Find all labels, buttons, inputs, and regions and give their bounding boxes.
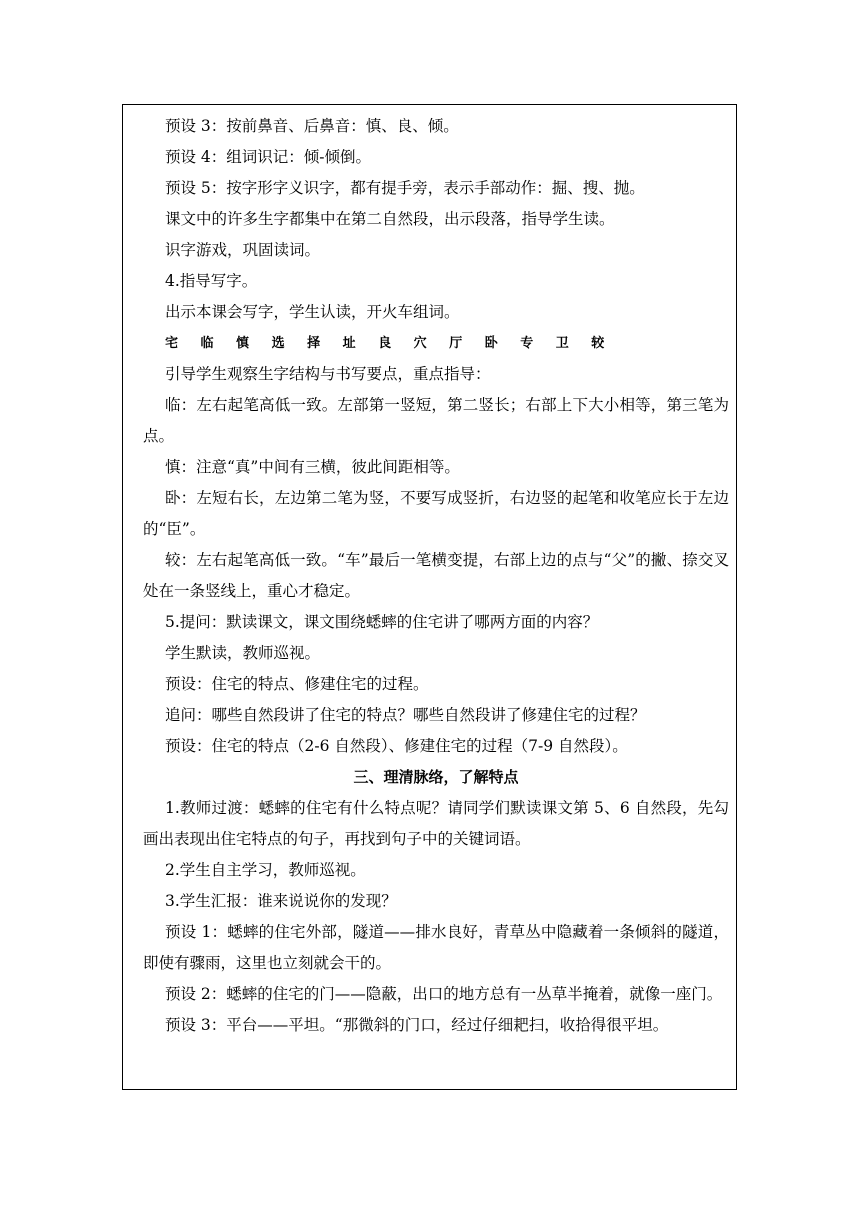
text-line: 预设 3：平台——平坦。“那微斜的门口，经过仔细耙扫，收拾得很平坦。	[165, 1016, 669, 1034]
writing-characters-list: 宅 临 慎 选 择 址 良 穴 厅 卧 专 卫 较	[165, 336, 614, 351]
text-line: 4.指导写字。	[165, 272, 258, 290]
lesson-plan-text	[123, 105, 736, 1041]
text-line: 5.提问：默读课文，课文围绕蟋蟀的住宅讲了哪两方面的内容？	[165, 613, 599, 631]
text-line: 慎：注意“真”中间有三横，彼此间距相等。	[165, 458, 460, 476]
text-line: 引导学生观察生字结构与书写要点，重点指导：	[165, 365, 491, 383]
text-line: 识字游戏，巩固读词。	[165, 241, 321, 259]
text-paragraph: 临：左右起笔高低一致。左部第一竖短，第二竖长；右部上下大小相等，第三笔为点。	[143, 396, 729, 445]
text-line: 预设 5：按字形字义识字，都有提手旁，表示手部动作：掘、搜、抛。	[165, 179, 645, 197]
text-paragraph: 预设 2：蟋蟀的住宅的门——隐蔽，出口的地方总有一丛草半掩着，就像一座门。	[165, 985, 723, 1003]
text-paragraph: 较：左右起笔高低一致。“车”最后一笔横变提，右部上边的点与“父”的撇、捺交叉处在一条竖线上，重心才稳定。	[143, 551, 729, 600]
text-line: 预设 3：按前鼻音、后鼻音：慎、良、倾。	[165, 117, 459, 135]
text-paragraph: 1.教师过渡：蟋蟀的住宅有什么特点呢？请同学们默读课文第 5、6 自然段，先勾画出表现出住宅特点的句子，再找到句子中的关键词语。	[143, 799, 729, 848]
text-line: 学生默读，教师巡视。	[165, 644, 321, 662]
text-line: 3.学生汇报：谁来说说你的发现？	[165, 892, 397, 910]
text-line: 预设：住宅的特点、修建住宅的过程。	[165, 675, 429, 693]
text-paragraph: 卧：左短右长，左边第二笔为竖，不要写成竖折，右边竖的起笔和收笔应长于左边的“臣”。	[143, 489, 729, 538]
text-line: 预设：住宅的特点（2-6 自然段）、修建住宅的过程（7-9 自然段）。	[165, 737, 628, 755]
document-table-cell	[122, 104, 737, 1090]
text-line: 2.学生自主学习，教师巡视。	[165, 861, 366, 879]
section-heading: 三、理清脉络，了解特点	[353, 768, 519, 786]
text-line: 出示本课会写字，学生认读，开火车组词。	[165, 303, 460, 321]
text-line: 课文中的许多生字都集中在第二自然段，出示段落，指导学生读。	[165, 210, 615, 228]
text-line: 追问：哪些自然段讲了住宅的特点？哪些自然段讲了修建住宅的过程？	[165, 706, 646, 724]
text-paragraph: 预设 1：蟋蟀的住宅外部，隧道——排水良好，青草丛中隐藏着一条倾斜的隧道，即使有骤雨，这里也立刻就会干的。	[143, 923, 729, 972]
text-line: 预设 4：组词识记：倾-倾倒。	[165, 148, 372, 166]
